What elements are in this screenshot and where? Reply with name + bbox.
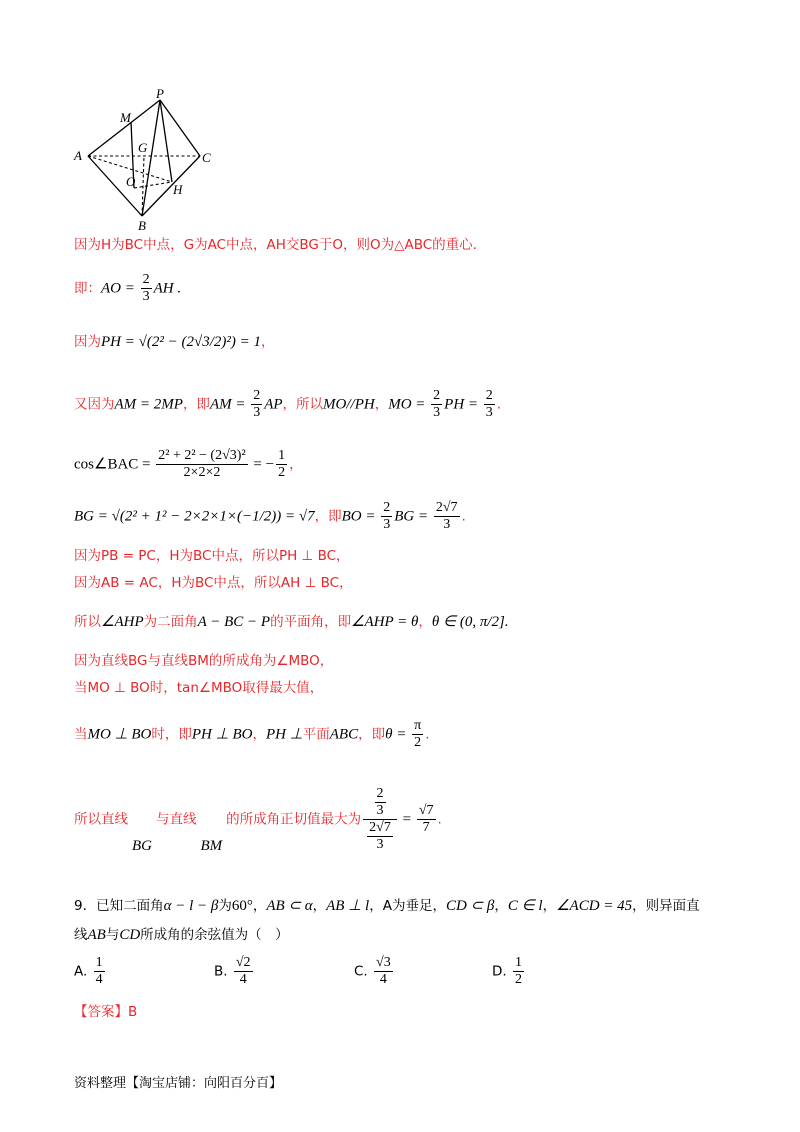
solution-line-10: 因为直线BG与直线BM的所成角为∠MBO， [74, 653, 334, 669]
fraction: $\frac{√7}{7}$ [418, 803, 434, 835]
page-footer: 资料整理【淘宝店铺：向阳百分百】 [74, 1076, 283, 1091]
solution-line-9: 所以∠AHP为二面角A − BC − P的平面角，即∠AHP = θ，θ ∈ (0, π/2]. [74, 614, 509, 630]
text-prefix: 即： [74, 280, 101, 297]
option-c[interactable]: C. $\frac{√3}{4}$ [354, 955, 391, 987]
math-expr: AO = [101, 280, 139, 297]
solution-line-12: 当MO ⊥ BO时，即PH ⊥ BO，PH ⊥平面ABC，即θ = $\frac{\pi}{2}$ . [74, 718, 430, 750]
math-expr: PH = √(2² − (2√3/2)²) = 1 [101, 334, 261, 350]
fraction: $\frac{2}{3}$ [485, 388, 493, 420]
solution-line-13: 所以直线BG与直线BM的所成角正切值最大为 $\frac{\frac{2}{3}}{\frac{2√7}{3}}$ = $\frac{√7}{7}$ . [74, 786, 442, 854]
solution-line-1: 因为H为BC中点，G为AC中点，AH交BG于O，则O为△ABC的重心. [74, 237, 477, 253]
label-C: C [202, 150, 211, 165]
option-b[interactable]: B. $\frac{√2}{4}$ [214, 955, 251, 987]
solution-line-11: 当MO ⊥ BO时，tan∠MBO取得最大值， [74, 680, 324, 696]
option-a[interactable]: A. $\frac{1}{4}$ [74, 955, 103, 987]
label-G: G [138, 140, 148, 155]
fraction: $\frac{\pi}{2}$ [414, 718, 422, 750]
nested-fraction: $\frac{\frac{2}{3}}{\frac{2√7}{3}}$ [363, 786, 397, 853]
solution-line-8: 因为AB = AC，H为BC中点，所以AH ⊥ BC， [74, 575, 353, 591]
option-d[interactable]: D. $\frac{1}{2}$ [492, 955, 522, 987]
solution-line-6: BG = √(2² + 1² − 2×2×1×(−1/2)) = √7，即BO = $\frac{2}{3}$ BG = $\frac{2√7}{3}$ . [74, 500, 466, 532]
solution-line-5: cos∠BAC = $\frac{\text{2² + 2² − (2√3)²}}{2\times 2\times 2}$ = − $\frac{1}{2}$ ， [74, 448, 303, 480]
solution-line-4: 又因为AM = 2MP，即AM = $\frac{2}{3}$ AP，所以MO//PH，MO = $\frac{2}{3}$ PH = $\frac{2}{3}$ . [74, 388, 502, 420]
fraction: $\frac{2√7}{3}$ [435, 500, 458, 532]
question-line-2: 线AB与CD所成角的余弦值为（ ） [74, 927, 289, 943]
pyramid-figure [70, 88, 220, 233]
fraction: $\frac{2}{3}$ [253, 388, 261, 420]
solution-line-3: 因为PH = √(2² − (2√3/2)²) = 1， [74, 334, 275, 350]
solution-line-2 [74, 272, 181, 305]
label-O: O [126, 174, 136, 189]
fraction: $\frac{2}{3}$ [142, 272, 150, 304]
answer-label: 【答案】B [74, 1004, 138, 1020]
label-B: B [138, 218, 146, 233]
fraction: $\frac{\text{2² + 2² − (2√3)²}}{2\times 2\times 2}$ [158, 448, 246, 480]
fraction: $\frac{2}{3}$ [383, 500, 391, 532]
fraction: $\frac{1}{2}$ [278, 448, 286, 480]
question-line-1: 9．已知二面角α − l − β为60°，AB ⊂ α，AB ⊥ l，A为垂足，CD ⊂ β，C ∈ l，∠ACD = 45，则异面直 [74, 898, 700, 914]
label-A: A [74, 148, 82, 163]
label-H: H [173, 182, 183, 197]
math-expr: AH . [153, 280, 182, 297]
label-P: P [156, 88, 164, 101]
solution-line-7: 因为PB = PC，H为BC中点，所以PH ⊥ BC， [74, 548, 350, 564]
label-M: M [120, 110, 131, 125]
fraction: $\frac{2}{3}$ [433, 388, 441, 420]
